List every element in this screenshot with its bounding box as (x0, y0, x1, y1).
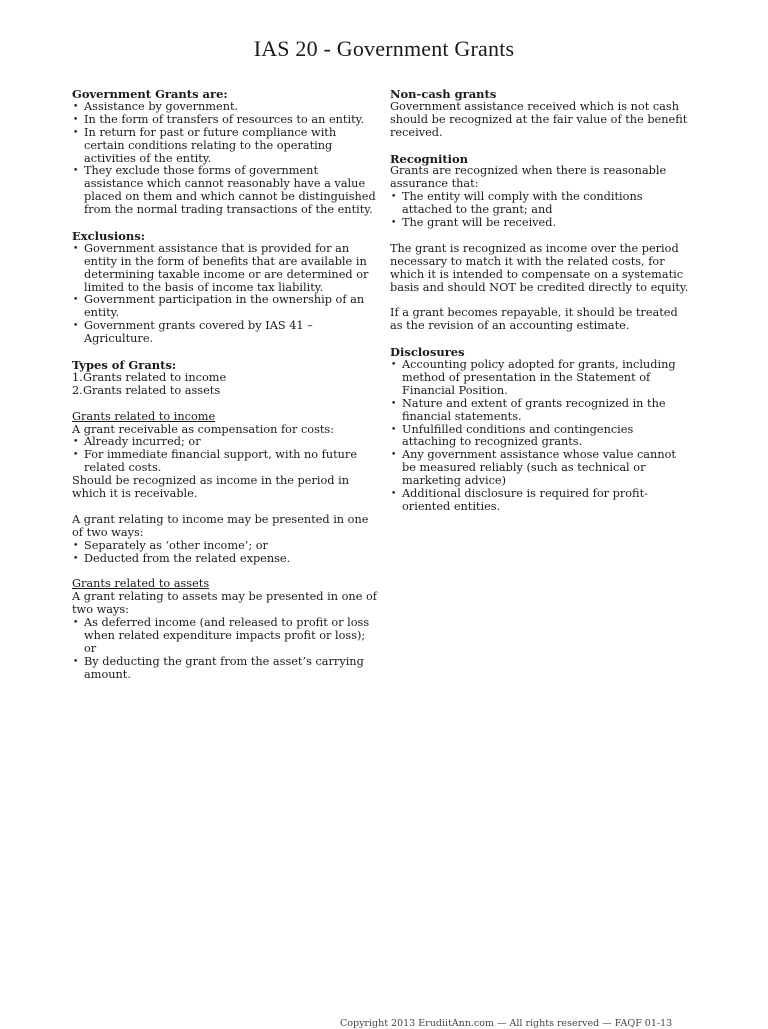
list-item: • In return for past or future compliance with certain conditions relating to the operating activities of the entity. (72, 127, 378, 166)
section-heading: Disclosures (390, 345, 465, 360)
paragraph: Should be recognized as income in the period in which it is receivable. (72, 474, 349, 501)
section-heading: Non-cash grants (390, 87, 497, 101)
list-item: • Separately as ‘other income’; or (72, 540, 378, 553)
list-item: • Additional disclosure is required for profit-oriented entities. (390, 488, 690, 514)
list-item: • Accounting policy adopted for grants, including method of presentation in the Statement of Financial Position. (390, 359, 690, 398)
section-heading: Recognition (390, 151, 469, 166)
list-number: 1. (72, 370, 83, 384)
list-item: • Government participation in the ownership of an entity. (72, 294, 378, 320)
paragraph: A grant receivable as compensation for costs: (72, 422, 335, 436)
list-item (72, 385, 378, 398)
page-title: IAS 20 - Government Grants (253, 36, 515, 61)
section-grants-are (72, 88, 378, 217)
list-item: • In the form of transfers of resources to an entity. (72, 114, 378, 127)
list-item: • As deferred income (and released to profit or loss when related expenditure impacts profit or loss); or (72, 617, 378, 656)
list-item: • Government grants covered by IAS 41 – Agriculture. (72, 320, 378, 346)
list-item: • The grant will be received. (390, 217, 690, 230)
paragraph: A grant relating to income may be presented in one of two ways: (72, 512, 369, 539)
paragraph: Grants are recognized when there is reasonable assurance that: (390, 164, 667, 191)
paragraph: A grant relating to assets may be presented in one of two ways: (72, 590, 377, 617)
list-item: • They exclude those forms of government assistance which cannot reasonably have a value placed on them and which cannot be distinguished from the normal trading transactions of the entity. (72, 165, 378, 217)
bullet-list (72, 436, 378, 475)
section-heading: Government Grants are: (72, 87, 228, 101)
list-item: • By deducting the grant from the asset’s carrying amount. (72, 656, 378, 682)
list-number: 2. (72, 383, 83, 397)
list-item: • Deducted from the related expense. (72, 553, 378, 566)
section-recognition (390, 153, 690, 334)
list-item: • Nature and extent of grants recognized in the financial statements. (390, 398, 690, 424)
list-item: • Assistance by government. (72, 101, 378, 114)
section-income (72, 411, 378, 566)
paragraph: The grant is recognized as income over the period necessary to match it with the related costs, for which it is intended to compensate on a systematic basis and should NOT be credited directly to equity. (390, 241, 689, 294)
list-text: Grants related to income (83, 370, 227, 384)
section-noncash (390, 88, 690, 140)
right-column (390, 88, 690, 527)
list-item: • Already incurred; or (72, 436, 378, 449)
bullet-list (390, 359, 690, 514)
section-heading: Exclusions: (72, 228, 145, 243)
subsection-heading: Grants related to assets (72, 577, 210, 591)
section-assets (72, 578, 378, 681)
section-heading: Types of Grants: (72, 358, 177, 372)
left-column (72, 88, 378, 695)
subsection-heading: Grants related to income (72, 409, 216, 423)
paragraph: If a grant becomes repayable, it should be treated as the revision of an accounting estimate. (390, 306, 678, 333)
list-item: • Unfulfilled conditions and contingencies attaching to recognized grants. (390, 424, 690, 450)
bullet-list (72, 243, 378, 346)
list-text: Grants related to assets (83, 383, 221, 397)
bullet-list (72, 540, 378, 566)
list-item: • The entity will comply with the conditions attached to the grant; and (390, 191, 690, 217)
paragraph: Government assistance received which is not cash should be recognized at the fair value of the benefit received. (390, 99, 688, 139)
section-exclusions (72, 230, 378, 346)
bullet-list (390, 191, 690, 230)
bullet-list (72, 617, 378, 682)
list-item: • Government assistance that is provided for an entity in the form of benefits that are available in determining taxable income or are determined or limited to the basis of income tax liability. (72, 243, 378, 295)
page-footer: Copyright 2013 ErudiitAnn.com — All rights reserved — FAQF 01-13 (340, 1018, 673, 1029)
numbered-list (72, 372, 378, 398)
list-item: • Any government assistance whose value cannot be measured reliably (such as technical or marketing advice) (390, 449, 690, 488)
bullet-list (72, 101, 378, 217)
list-item: • For immediate financial support, with no future related costs. (72, 449, 378, 475)
section-types (72, 359, 378, 398)
section-disclosures (390, 346, 690, 514)
